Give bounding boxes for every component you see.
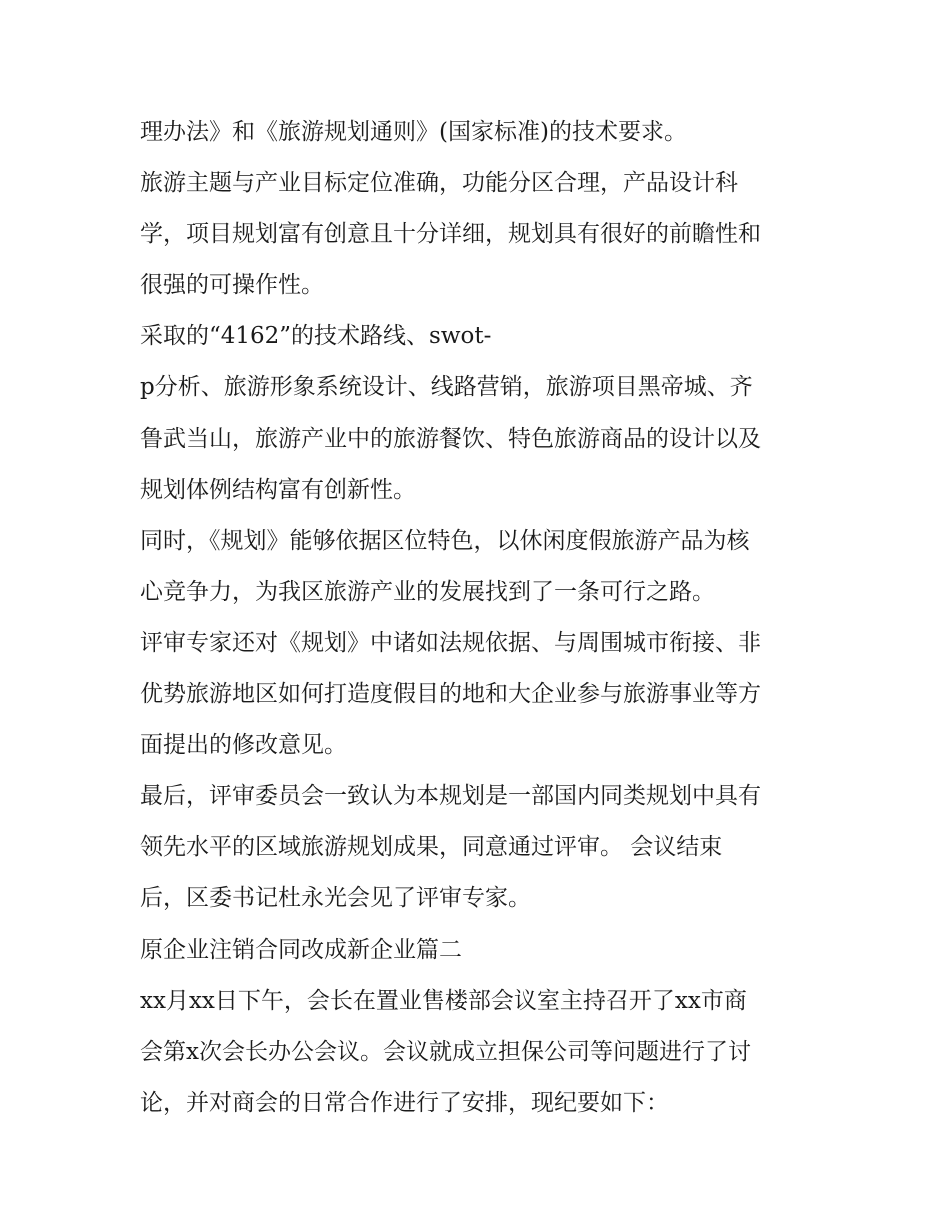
text-line: 很强的可操作性。 [140, 272, 324, 299]
text-line: 学，项目规划富有创意且十分详细，规划具有很好的前瞻性和 [140, 221, 761, 248]
text-line: 会第x次会长办公会议。会议就成立担保公司等问题进行了讨 [140, 1038, 751, 1065]
text-line: 优势旅游地区如何打造度假目的地和大企业参与旅游事业等方 [140, 681, 761, 708]
text-line: xx月xx日下午，会长在置业售楼部会议室主持召开了xx市商 [140, 987, 747, 1014]
text-line: 鲁武当山，旅游产业中的旅游餐饮、特色旅游商品的设计以及 [140, 425, 761, 452]
text-line: 论，并对商会的日常合作进行了安排，现纪要如下： [140, 1089, 669, 1116]
text-line: 采取的“4162”的技术路线、swot- [140, 323, 492, 350]
text-line: 心竞争力，为我区旅游产业的发展找到了一条可行之路。 [140, 578, 715, 605]
text-line: 最后，评审委员会一致认为本规划是一部国内同类规划中具有 [140, 783, 761, 810]
text-line: 领先水平的区域旅游规划成果，同意通过评审。 会议结束 [140, 834, 723, 861]
document-body [140, 107, 820, 1129]
text-line: 规划体例结构富有创新性。 [140, 476, 416, 503]
section-heading: 原企业注销合同改成新企业篇二 [140, 936, 462, 963]
text-line: 面提出的修改意见。 [140, 732, 347, 759]
text-line: 后，区委书记杜永光会见了评审专家。 [140, 885, 531, 912]
text-line: 理办法》和《旅游规划通则》(国家标准)的技术要求。 [140, 119, 687, 145]
text-line: 同时，《规划》能够依据区位特色，以休闲度假旅游产品为核 [140, 527, 750, 554]
text-line: 旅游主题与产业目标定位准确，功能分区合理，产品设计科 [140, 170, 738, 197]
text-line: p分析、旅游形象系统设计、线路营销，旅游项目黑帝城、齐 [140, 374, 753, 401]
text-line: 评审专家还对《规划》中诸如法规依据、与周围城市衔接、非 [140, 629, 761, 656]
